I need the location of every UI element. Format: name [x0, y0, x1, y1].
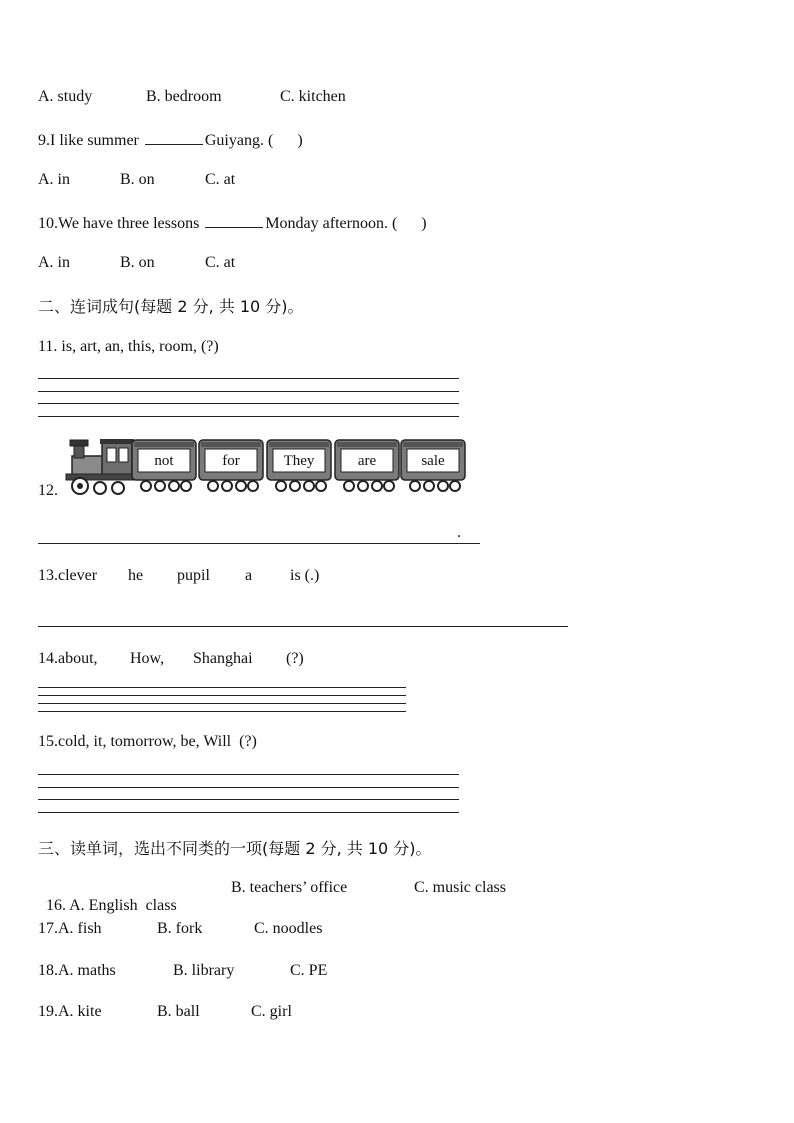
- q10-option-a: A. in: [38, 254, 70, 271]
- question-16: [38, 879, 177, 915]
- writing-line[interactable]: [38, 391, 459, 392]
- question-15: 15.cold, it, tomorrow, be, Will (?): [38, 733, 257, 750]
- writing-line[interactable]: [38, 787, 459, 788]
- q10-option-b: B. on: [120, 254, 155, 271]
- answer-blank[interactable]: [205, 213, 263, 228]
- writing-line[interactable]: [38, 416, 459, 417]
- q8-option-c: C. kitchen: [280, 88, 346, 105]
- writing-line[interactable]: [38, 695, 406, 696]
- section-3-heading: 三、读单词，选出不同类的一项(每题 2 分, 共 10 分)。: [38, 839, 432, 858]
- question-text-before: We have three lessons: [58, 215, 200, 232]
- option-b: B. ball: [157, 1003, 200, 1020]
- writing-line[interactable]: [38, 703, 406, 704]
- option-a: A. English class: [69, 897, 177, 914]
- answer-parentheses[interactable]: ( ): [391, 215, 427, 232]
- question-14: [38, 650, 98, 668]
- option-a: A. fish: [58, 920, 102, 937]
- train-car: [401, 440, 465, 491]
- train-car: [199, 440, 263, 491]
- train-car: [335, 440, 399, 491]
- question-number: 14.: [38, 650, 58, 667]
- question-text-after: Monday afternoon.: [265, 215, 388, 232]
- scrambled-word: is (.): [290, 567, 320, 584]
- option-b: B. library: [173, 962, 235, 979]
- question-12-number: 12.: [38, 482, 58, 499]
- option-b: B. fork: [157, 920, 203, 937]
- train-car-word: sale: [421, 453, 445, 469]
- question-17: [38, 920, 102, 938]
- q8-option-a: A. study: [38, 88, 93, 105]
- question-18: [38, 962, 116, 980]
- section-2-heading: 二、连词成句(每题 2 分, 共 10 分)。: [38, 297, 304, 316]
- scrambled-word: he: [128, 567, 144, 584]
- word-train-illustration: [64, 436, 468, 498]
- question-number: 18.: [38, 962, 58, 979]
- writing-line[interactable]: [38, 711, 406, 712]
- question-11: 11. is, art, an, this, room, (?): [38, 338, 219, 355]
- q9-option-c: C. at: [205, 171, 236, 188]
- scrambled-word: about,: [58, 650, 98, 667]
- option-c: C. girl: [251, 1003, 292, 1020]
- question-number: 19.: [38, 1003, 58, 1020]
- train-car: [267, 440, 331, 491]
- scrambled-word: pupil: [177, 567, 210, 584]
- scrambled-word: a: [245, 567, 253, 584]
- locomotive-icon: [66, 439, 134, 494]
- writing-line[interactable]: [38, 799, 459, 800]
- question-number: 9.: [38, 132, 50, 149]
- writing-line[interactable]: [38, 626, 568, 627]
- option-c: C. music class: [414, 879, 506, 896]
- answer-parentheses[interactable]: ( ): [267, 132, 303, 149]
- scrambled-word: clever: [58, 567, 98, 584]
- question-text-before: I like summer: [50, 132, 139, 149]
- q8-option-b: B. bedroom: [146, 88, 222, 105]
- writing-line[interactable]: [38, 812, 459, 813]
- question-10: [38, 213, 427, 233]
- sentence-period: .: [457, 524, 461, 541]
- answer-blank[interactable]: [145, 130, 203, 145]
- question-number: 17.: [38, 920, 58, 937]
- writing-line[interactable]: [38, 774, 459, 775]
- writing-line[interactable]: [38, 543, 480, 544]
- scrambled-word: (?): [286, 650, 304, 667]
- question-19: [38, 1003, 102, 1021]
- q9-option-a: A. in: [38, 171, 70, 188]
- option-a: A. maths: [58, 962, 116, 979]
- q9-option-b: B. on: [120, 171, 155, 188]
- train-car-word: are: [357, 453, 377, 469]
- question-number: 13.: [38, 567, 58, 584]
- option-c: C. noodles: [254, 920, 323, 937]
- writing-line[interactable]: [38, 378, 459, 379]
- train-car-word: not: [154, 453, 174, 469]
- writing-line[interactable]: [38, 687, 406, 688]
- option-c: C. PE: [290, 962, 328, 979]
- option-a: A. kite: [58, 1003, 102, 1020]
- question-13: [38, 567, 97, 585]
- train-car-word: for: [222, 453, 240, 469]
- scrambled-word: How,: [130, 650, 165, 667]
- question-number: 10.: [38, 215, 58, 232]
- q10-option-c: C. at: [205, 254, 236, 271]
- option-b: B. teachers’ office: [231, 879, 348, 896]
- train-car-word: They: [283, 453, 315, 469]
- train-car: [132, 440, 196, 491]
- question-text-after: Guiyang.: [204, 132, 264, 149]
- writing-line[interactable]: [38, 403, 459, 404]
- question-number: 16.: [46, 897, 66, 914]
- question-9: [38, 130, 303, 150]
- scrambled-word: Shanghai: [193, 650, 253, 667]
